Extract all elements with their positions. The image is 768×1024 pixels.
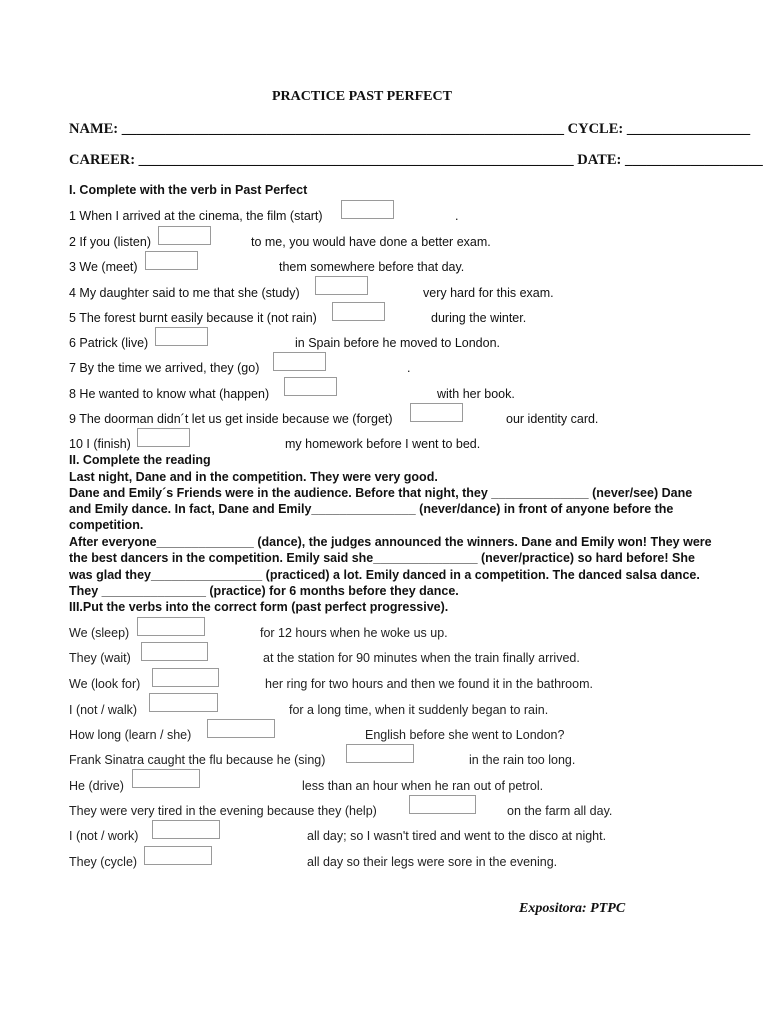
section1-item-6-after: in Spain before he moved to London. bbox=[295, 336, 501, 350]
answer-box-8[interactable] bbox=[284, 377, 337, 396]
worksheet-title: PRACTICE PAST PERFECT bbox=[272, 89, 452, 104]
answer-box-1[interactable] bbox=[341, 200, 394, 219]
reading-line-1: Last night, Dane and in the competition. They were very good. bbox=[69, 470, 438, 484]
section1-item-3-after: them somewhere before that day. bbox=[279, 260, 465, 274]
reading-line-6: the best dancers in the competition. Emily said she_______________ (never/practice) so hard before! She bbox=[69, 551, 695, 565]
section3-item-2-after: at the station for 90 minutes when the train finally arrived. bbox=[263, 651, 580, 665]
section3-item-1-text: We (sleep) bbox=[69, 626, 130, 640]
section3-item-6-text: Frank Sinatra caught the flu because he (sing) bbox=[69, 753, 326, 767]
progressive-box-10[interactable] bbox=[144, 846, 212, 865]
progressive-box-3[interactable] bbox=[152, 668, 219, 687]
career-date-line: CAREER: ____________________________________________________________ DATE: ___________________ bbox=[69, 152, 763, 168]
answer-box-3[interactable] bbox=[145, 251, 198, 270]
section3-heading: III.Put the verbs into the correct form (past perfect progressive). bbox=[69, 600, 449, 614]
answer-box-5[interactable] bbox=[332, 302, 385, 321]
section3-item-3-text: We (look for) bbox=[69, 677, 141, 691]
section1-item-5-text: 5 The forest burnt easily because it (not rain) bbox=[69, 311, 317, 325]
section3-item-7-text: He (drive) bbox=[69, 779, 124, 793]
reading-line-2: Dane and Emily´s Friends were in the audience. Before that night, they ______________ (never/see) Dane bbox=[69, 486, 693, 500]
section1-item-9-text: 9 The doorman didn´t let us get inside because we (forget) bbox=[69, 412, 393, 426]
section1-item-10-after: my homework before I went to bed. bbox=[285, 437, 481, 451]
section3-item-4-text: I (not / walk) bbox=[69, 703, 138, 717]
section3-item-10-text: They (cycle) bbox=[69, 855, 138, 869]
section3-item-7-after: less than an hour when he ran out of petrol. bbox=[302, 779, 544, 793]
section3-item-3-after: her ring for two hours and then we found it in the bathroom. bbox=[265, 677, 593, 691]
progressive-box-2[interactable] bbox=[141, 642, 208, 661]
progressive-box-1[interactable] bbox=[137, 617, 205, 636]
section3-item-10-after: all day so their legs were sore in the evening. bbox=[307, 855, 558, 869]
answer-box-7[interactable] bbox=[273, 352, 326, 371]
section1-heading: I. Complete with the verb in Past Perfect bbox=[69, 183, 308, 197]
section3-item-4-after: for a long time, when it suddenly began to rain. bbox=[289, 703, 549, 717]
progressive-box-5[interactable] bbox=[207, 719, 275, 738]
section3-item-6-after: in the rain too long. bbox=[469, 753, 576, 767]
section1-item-6-text: 6 Patrick (live) bbox=[69, 336, 149, 350]
section1-item-10-text: 10 I (finish) bbox=[69, 437, 131, 451]
name-cycle-line: NAME: _____________________________________________________________ CYCLE: _________________ bbox=[69, 121, 751, 137]
section3-item-5-text: How long (learn / she) bbox=[69, 728, 192, 742]
section1-item-5-after: during the winter. bbox=[431, 311, 527, 325]
section1-item-8-after: with her book. bbox=[437, 387, 515, 401]
section2-heading: II. Complete the reading bbox=[69, 453, 211, 467]
section1-item-2-text: 2 If you (listen) bbox=[69, 235, 151, 249]
section1-item-1-text: 1 When I arrived at the cinema, the film (start) bbox=[69, 209, 323, 223]
progressive-box-6[interactable] bbox=[346, 744, 414, 763]
section3-item-1-after: for 12 hours when he woke us up. bbox=[260, 626, 448, 640]
answer-box-9[interactable] bbox=[410, 403, 463, 422]
section3-item-8-after: on the farm all day. bbox=[507, 804, 613, 818]
section1-item-7-text: 7 By the time we arrived, they (go) bbox=[69, 361, 260, 375]
progressive-box-9[interactable] bbox=[152, 820, 220, 839]
section1-item-2-after: to me, you would have done a better exam. bbox=[251, 235, 491, 249]
reading-line-5: After everyone______________ (dance), the judges announced the winners. Dane and Emily won! They were bbox=[69, 535, 712, 549]
section1-item-9-after: our identity card. bbox=[506, 412, 599, 426]
reading-line-4: competition. bbox=[69, 518, 144, 532]
answer-box-4[interactable] bbox=[315, 276, 368, 295]
section1-item-8-text: 8 He wanted to know what (happen) bbox=[69, 387, 270, 401]
progressive-box-8[interactable] bbox=[409, 795, 476, 814]
progressive-box-4[interactable] bbox=[149, 693, 218, 712]
section3-item-8-text: They were very tired in the evening because they (help) bbox=[69, 804, 377, 818]
answer-box-10[interactable] bbox=[137, 428, 190, 447]
author-signature: Expositora: PTPC bbox=[519, 901, 626, 916]
reading-line-3: and Emily dance. In fact, Dane and Emily_______________ (never/dance) in front of anyone before the bbox=[69, 502, 674, 516]
section1-item-1-after: . bbox=[455, 209, 459, 223]
section3-item-9-text: I (not / work) bbox=[69, 829, 139, 843]
section1-item-7-after: . bbox=[407, 361, 411, 375]
progressive-box-7[interactable] bbox=[132, 769, 200, 788]
section3-item-9-after: all day; so I wasn't tired and went to the disco at night. bbox=[307, 829, 607, 843]
section1-item-4-after: very hard for this exam. bbox=[423, 286, 554, 300]
section3-item-2-text: They (wait) bbox=[69, 651, 131, 665]
answer-box-6[interactable] bbox=[155, 327, 208, 346]
reading-line-8: They _______________ (practice) for 6 months before they dance. bbox=[69, 584, 459, 598]
reading-line-7: was glad they________________ (practiced) a lot. Emily danced in a competition. The danced salsa dance. bbox=[69, 568, 700, 582]
section1-item-3-text: 3 We (meet) bbox=[69, 260, 138, 274]
answer-box-2[interactable] bbox=[158, 226, 211, 245]
section1-item-4-text: 4 My daughter said to me that she (study) bbox=[69, 286, 300, 300]
section3-item-5-after: English before she went to London? bbox=[365, 728, 565, 742]
